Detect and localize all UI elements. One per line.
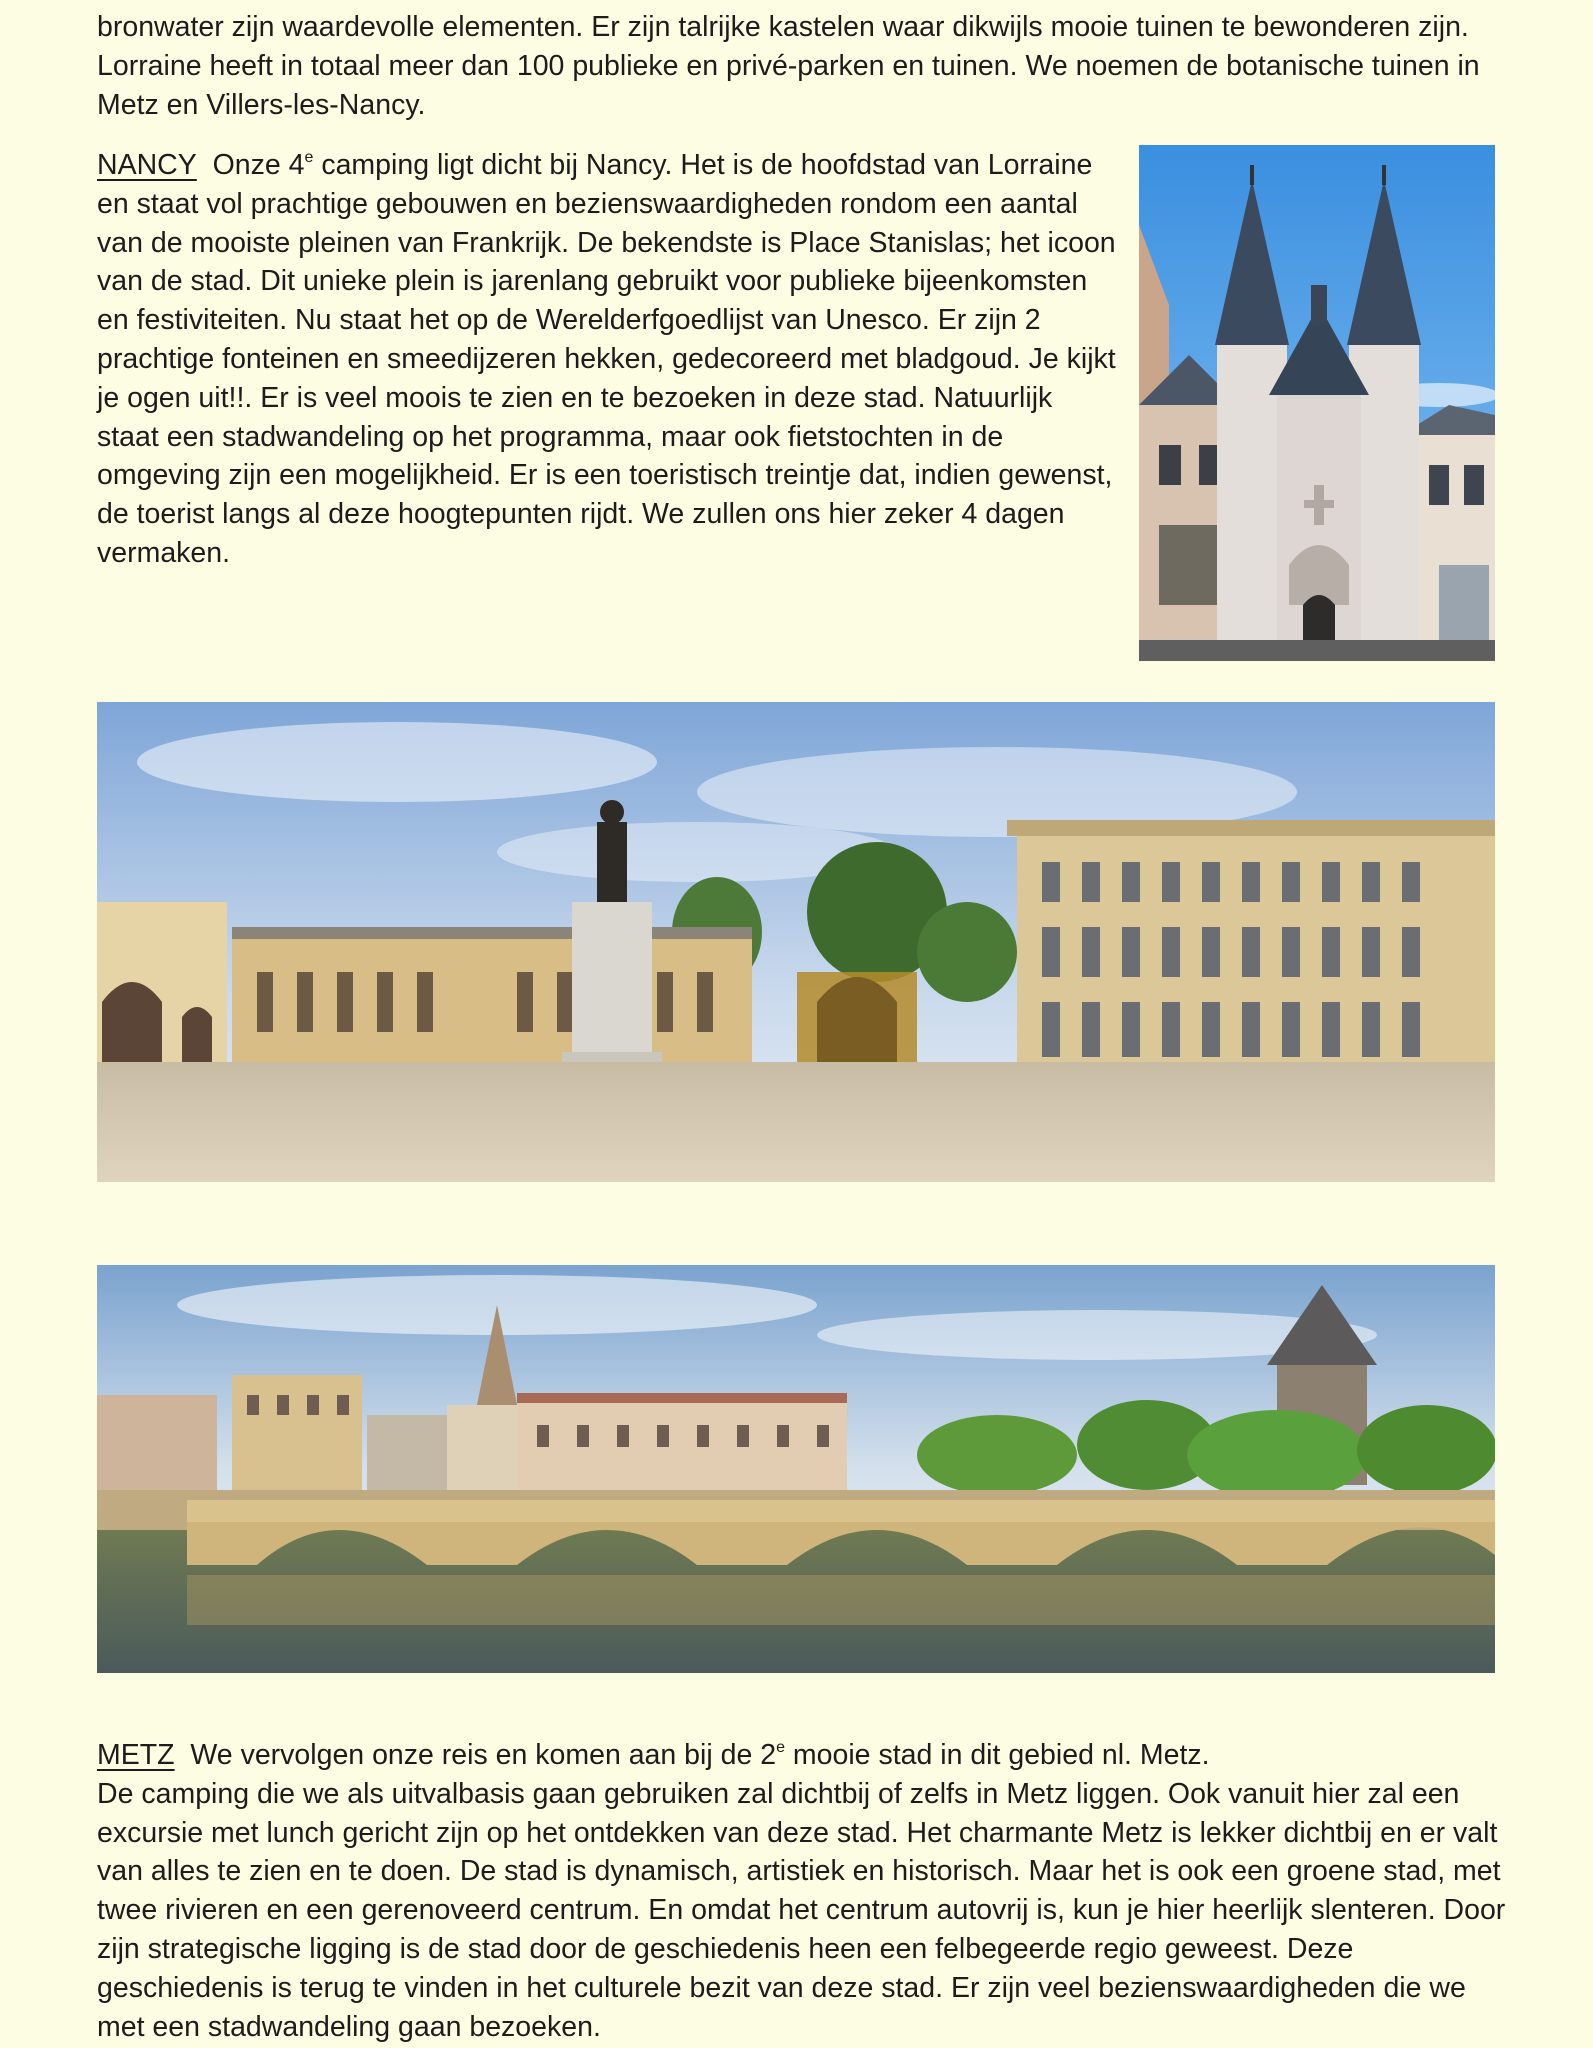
nancy-heading: NANCY [97, 149, 197, 181]
metz-lead: We vervolgen onze reis en komen aan bij de 2 [190, 1739, 777, 1771]
nancy-body-text: camping ligt dicht bij Nancy. Het is de hoofdstad van Lorraine en staat vol prachtige gebouwen en bezienswaardigheden rondom een aantal van de mooiste pleinen van Frankrijk. De bekendste is Place Stanislas; het icoon van de stad. Dit unieke plein is jarenlang gebruikt voor publieke bijeenkomsten en festiviteiten. Nu staat het op de Werelderfgoedlijst van Unesco. Er zijn 2 prachtige fonteinen en smeedijzeren hekken, gedecoreerd met bladgoud. Je kijkt je ogen uit!!. Er is veel moois te zien en te bezoeken in deze stad. Natuurlijk staat een stadwandeling op het programma, maar ook fietstochten in de omgeving zijn een mogelijkheid. Er is een toeristisch treintje dat, indien gewenst, de toerist langs al deze hoogtepunten rijdt. We zullen ons hier zeker 4 dagen vermaken. [97, 149, 1116, 569]
nancy-paragraph [97, 146, 1117, 573]
nancy-gate-photo [1139, 145, 1495, 661]
metz-paragraph [97, 1736, 1507, 2046]
metz-heading: METZ [97, 1739, 175, 1771]
nancy-lead: Onze 4 [212, 149, 305, 181]
metz-body-text: De camping die we als uitvalbasis gaan gebruiken zal dichtbij of zelfs in Metz liggen. Ook vanuit hier zal een excursie met lunch gericht zijn op het ontdekken van deze stad. Het charmante Metz is lekker dichtbij en er valt van alles te zien en te doen. De stad is dynamisch, artistiek en historisch. Maar het is ook een groene stad, met twee rivieren en een gerenoveerd centrum. En omdat het centrum autovrij is, kun je hier heerlijk slenteren. Door zijn strategische ligging is de stad door de geschiedenis heen een felbegeerde regio geweest. Deze geschiedenis is terug te vinden in het culturele bezit van deze stad. Er zijn veel bezienswaardigheden die we met een stadwandeling gaan bezoeken. [97, 1777, 1506, 2043]
metz-river-photo [97, 1265, 1495, 1673]
place-stanislas-photo [97, 702, 1495, 1182]
metz-lead-end: mooie stad in dit gebied nl. Metz. [784, 1739, 1210, 1771]
nancy-lead-superscript: e [304, 148, 314, 166]
intro-paragraph: bronwater zijn waardevolle elementen. Er zijn talrijke kastelen waar dikwijls mooie tuinen te bewonderen zijn. Lorraine heeft in totaal meer dan 100 publieke en privé-parken en tuinen. We noemen de botanische tuinen in Metz en Villers-les-Nancy. [97, 11, 1480, 121]
metz-lead-superscript: e [776, 1738, 785, 1756]
